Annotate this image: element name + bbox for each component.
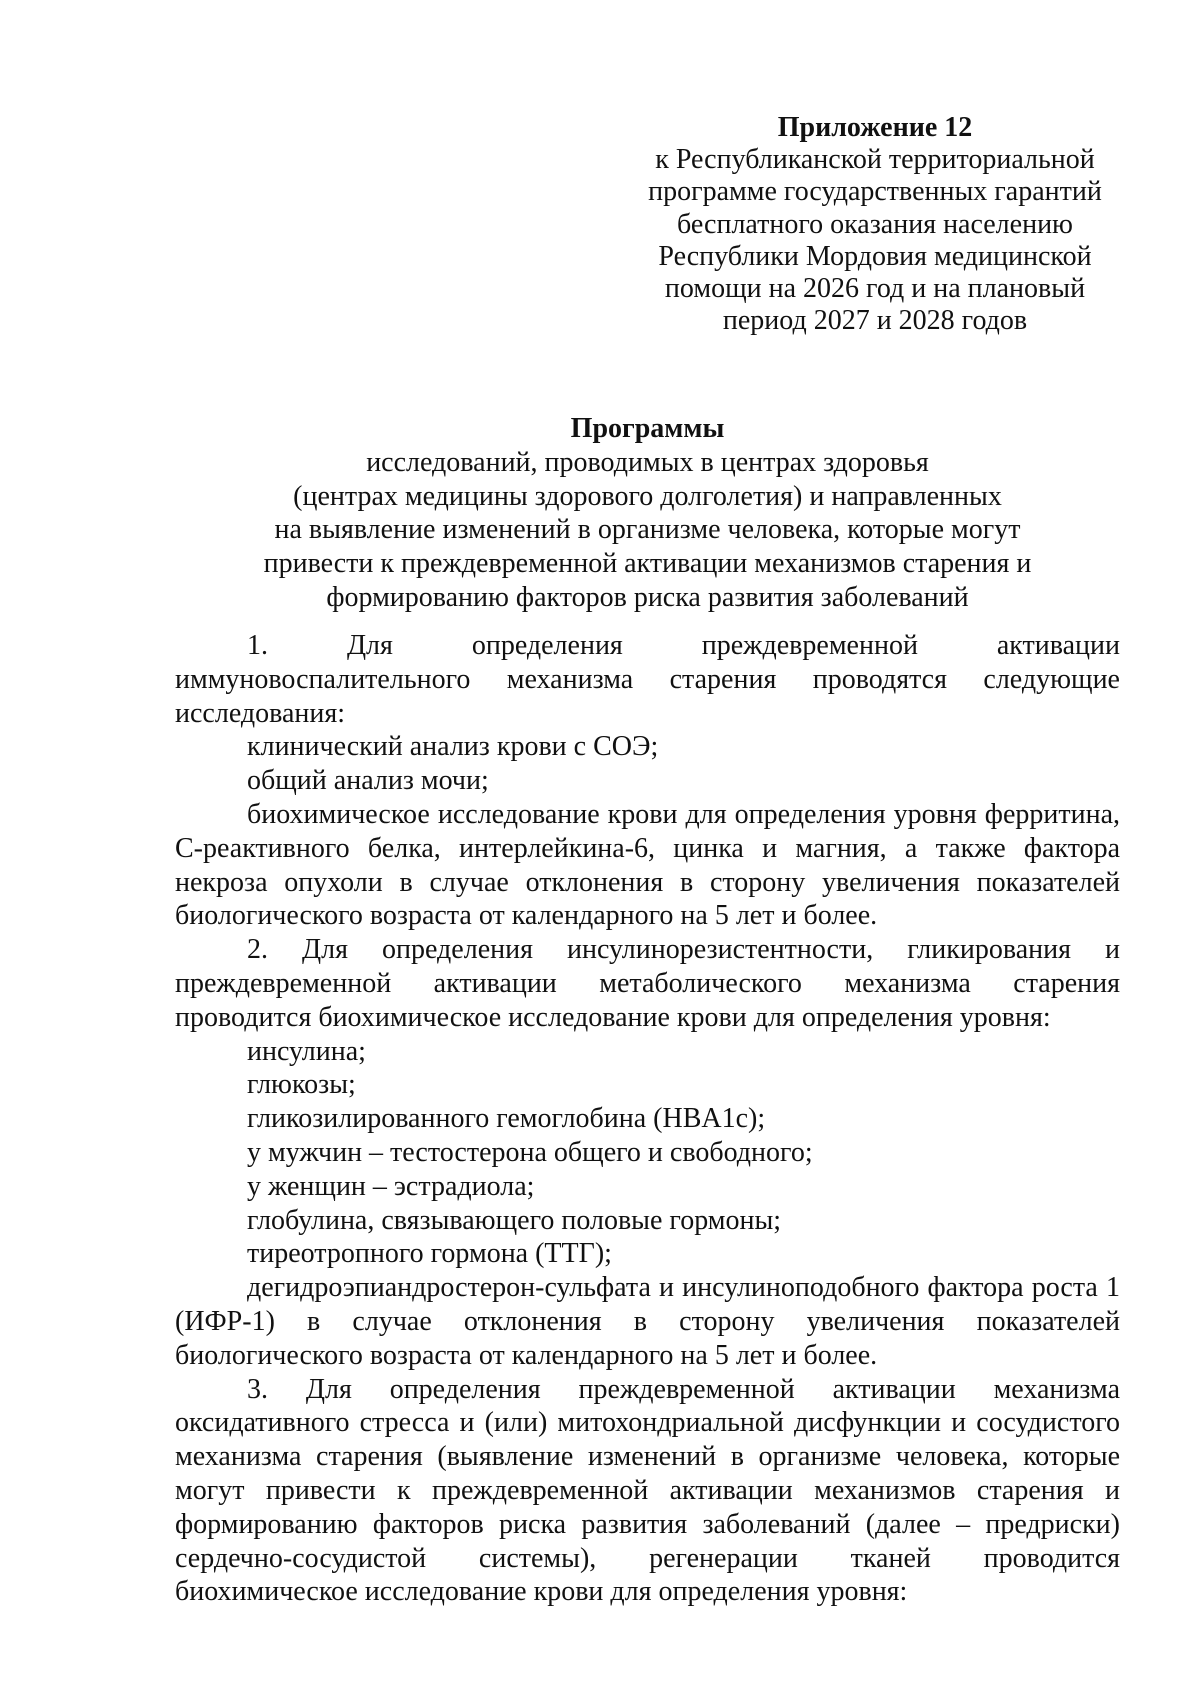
- section-2-item: у мужчин – тестостерона общего и свободного;: [247, 1136, 813, 1168]
- section-2-item: гликозилированного гемоглобина (HBA1c);: [247, 1103, 766, 1135]
- appendix-line: бесплатного оказания населению: [677, 208, 1073, 240]
- heading-line: привести к преждевременной активации механизмов старения и: [263, 548, 1032, 580]
- section-2-item: глюкозы;: [247, 1069, 356, 1101]
- section-1-intro: 1. Для определения преждевременной активации иммуновоспалительного механизма старения проводятся следующие исследования:: [175, 630, 1120, 729]
- section-3-intro: 3. Для определения преждевременной активации механизма оксидативного стресса и (или) митохондриальной дисфункции и сосудистого механизма старения (выявление изменений в организме человека, которые могут привести к преждевременной активации механизмов старения и формированию факторов риска развития заболеваний (далее – предриски) сердечно-сосудистой системы), регенерации тканей проводится биохимическое исследование крови для определения уровня:: [175, 1373, 1120, 1608]
- section-2-item: глобулина, связывающего половые гормоны;: [247, 1204, 782, 1236]
- section-2-intro: 2. Для определения инсулинорезистентности, гликирования и преждевременной активации метаболического механизма старения проводится биохимическое исследование крови для определения уровня:: [175, 934, 1120, 1033]
- heading-line: формированию факторов риска развития заболеваний: [326, 581, 969, 613]
- appendix-title: Приложение 12: [777, 112, 973, 143]
- section-1-item: клинический анализ крови с СОЭ;: [247, 731, 659, 763]
- section-1-tail: биохимическое исследование крови для определения уровня ферритина, С-реактивного белка, интерлейкина-6, цинка и магния, а также фактора некроза опухоли в случае отклонения в сторону увеличения показателей биологического возраста от календарного на 5 лет и более.: [175, 798, 1120, 932]
- section-2-item: тиреотропного гормона (ТТГ);: [247, 1238, 612, 1270]
- appendix-line: Республики Мордовия медицинской: [658, 240, 1092, 272]
- appendix-line: помощи на 2026 год и на плановый: [664, 273, 1086, 305]
- section-2-item: у женщин – эстрадиола;: [247, 1170, 535, 1202]
- heading-title: Программы: [570, 413, 725, 444]
- appendix-line: к Республиканской территориальной: [655, 144, 1095, 176]
- section-1-item: общий анализ мочи;: [247, 765, 489, 797]
- section-2-tail: дегидроэпиандростерон-сульфата и инсулиноподобного фактора роста 1 (ИФР-1) в случае отклонения в сторону увеличения показателей биологического возраста от календарного на 5 лет и более.: [175, 1272, 1120, 1371]
- document-body: [175, 629, 1120, 1609]
- document-heading: [175, 412, 1120, 615]
- heading-line: исследований, проводимых в центрах здоровья: [366, 446, 929, 478]
- appendix-header: [630, 112, 1120, 337]
- appendix-line: период 2027 и 2028 годов: [722, 305, 1028, 337]
- section-2-item: инсулина;: [247, 1035, 366, 1067]
- heading-line: на выявление изменений в организме человека, которые могут: [274, 514, 1021, 546]
- appendix-line: программе государственных гарантий: [648, 176, 1102, 208]
- heading-line: (центрах медицины здорового долголетия) и направленных: [293, 480, 1002, 512]
